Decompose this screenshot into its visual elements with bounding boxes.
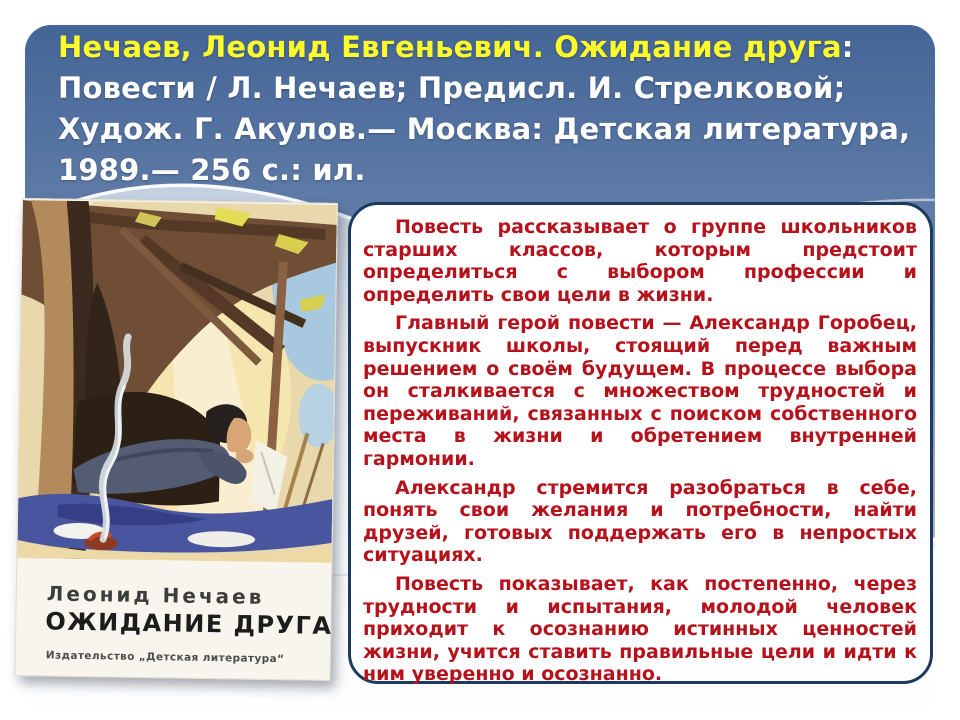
header-line-1 xyxy=(58,27,938,68)
annotation-box xyxy=(348,202,933,684)
header-line-2: Повести / Л. Нечаев; Предисл. И. Стрелковой; xyxy=(58,71,846,105)
header-title-accent: Нечаев, Леонид Евгеньевич. Ожидание друга xyxy=(58,30,842,64)
book-cover-illustration xyxy=(17,199,337,564)
header-line-4: 1989.— 256 с.: ил. xyxy=(58,153,366,187)
annotation-paragraph: Главный герой повести — Александр Горобец, выпускник школы, стоящий перед важным решением о своём будущем. В процессе выбора он сталкивается с множеством трудностей и переживаний, связанных с поиском собственного места в жизни и обретением внутренней гармонии. xyxy=(363,312,917,470)
book-cover-imprint xyxy=(16,559,332,666)
annotation-paragraph: Повесть показывает, как постепенно, через трудности и испытания, молодой человек приходит к осознанию истинных ценностей жизни, учится ставить правильные цели и идти к ним уверенно и осознанно. xyxy=(363,572,917,686)
annotation-paragraph: Александр стремится разобраться в себе, понять свои желания и потребности, найти друзей, готовых поддержать его в непростых ситуациях. xyxy=(363,476,917,567)
cover-author: Леонид Нечаев xyxy=(46,581,265,609)
header-title-colon: : xyxy=(841,30,854,64)
book-cover xyxy=(14,198,337,681)
annotation-paragraph: Повесть рассказывает о группе школьников старших классов, которым предстоит определиться с выбором профессии и определить свои цели в жизни. xyxy=(363,216,917,306)
bibliographic-header xyxy=(58,27,938,191)
cover-publisher: Издательство „Детская литература“ xyxy=(45,649,285,666)
header-line-3: Худож. Г. Акулов.— Москва: Детская литература, xyxy=(58,112,911,146)
cover-title: ОЖИДАНИЕ ДРУГА xyxy=(45,607,333,640)
